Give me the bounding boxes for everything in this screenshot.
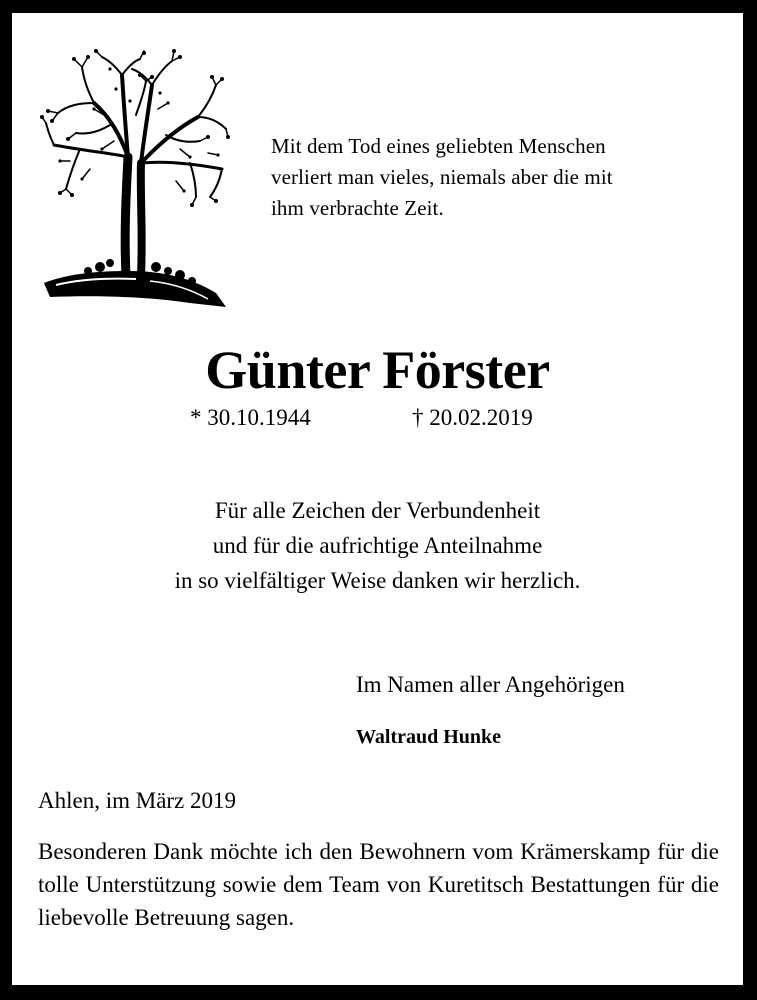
quote-line: ihm verbrachte Zeit.: [271, 196, 444, 220]
memorial-quote: [271, 131, 731, 224]
birth-date: * 30.10.1944: [190, 405, 311, 430]
death-date: † 20.02.2019: [412, 405, 533, 430]
tree-illustration: [40, 45, 230, 310]
family-signature: Im Namen aller Angehörigen: [356, 672, 625, 697]
obituary-notice: [12, 13, 743, 985]
deceased-name: Günter Förster: [205, 340, 550, 400]
quote-line: Mit dem Tod eines geliebten Menschen: [271, 134, 606, 158]
thanks-line: Für alle Zeichen der Verbundenheit: [214, 498, 541, 523]
thanks-line: in so vielfältiger Weise danken wir herzlich.: [174, 568, 581, 593]
signer-name: Waltraud Hunke: [356, 726, 502, 748]
additional-thanks: Besonderen Dank möchte ich den Bewohnern vom Krämerskamp für die tolle Unterstützung sowie dem Team von Kuretitsch Bestattungen für die liebevolle Betreuung sagen.: [38, 839, 719, 930]
thanks-line: und für die aufrichtige Anteilnahme: [212, 533, 543, 558]
place-date: Ahlen, im März 2019: [38, 788, 237, 813]
quote-line: verliert man vieles, niemals aber die mit: [271, 165, 613, 189]
thanks-message: [12, 493, 743, 598]
